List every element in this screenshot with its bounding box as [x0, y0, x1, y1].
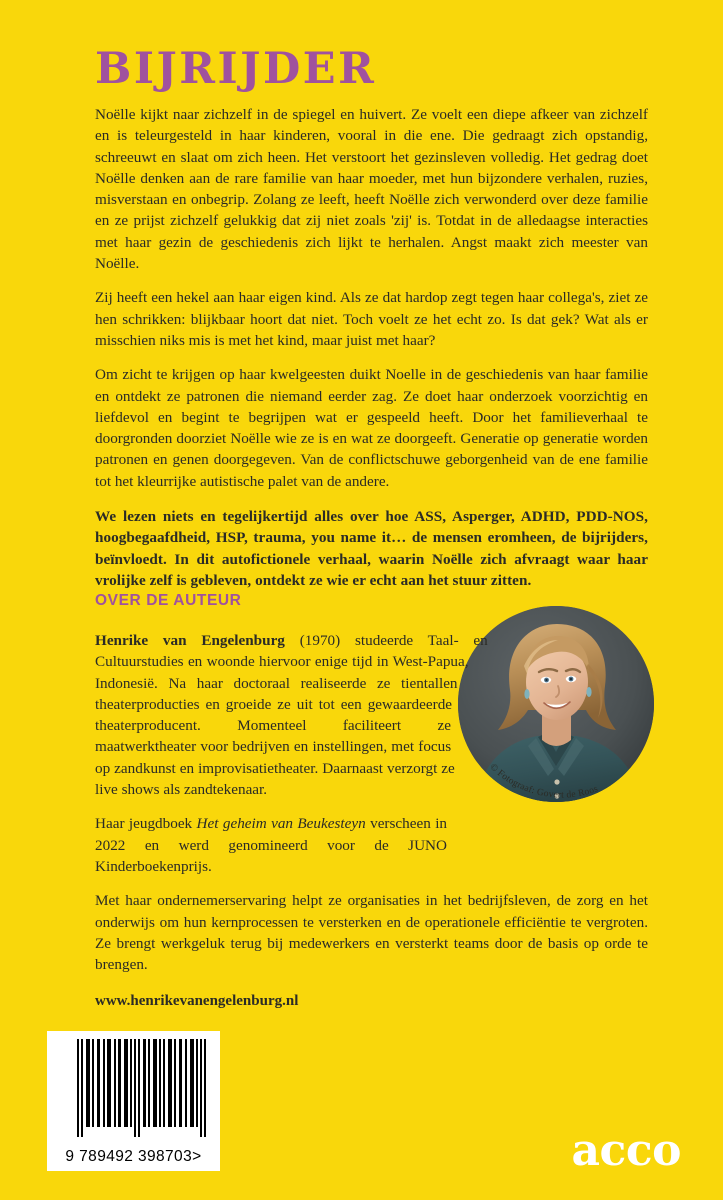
author-name: Henrike van Engelenburg — [95, 632, 285, 649]
author-bio-section — [95, 630, 648, 1026]
barcode-suffix: > — [192, 1148, 202, 1165]
isbn-barcode — [47, 1031, 220, 1171]
book-title-italic: Het geheim van Beukesteyn — [196, 815, 366, 833]
barcode-bars — [47, 1031, 220, 1143]
book-intro-text: Haar jeugdboek — [95, 815, 197, 833]
blurb-section — [95, 104, 648, 604]
blurb-paragraph-2: Zij heeft een hekel aan haar eigen kind. Als ze dat hardop zegt tegen haar collega's, ziet ze hen schrikken: blijkbaar hoort dat niet. Toch voelt ze het echt zo. Is dat gek? Wat als er misschien niks mis is met het kind, maar juist met haar? — [95, 289, 648, 349]
author-bio-rest: (1970) studeerde Taal- en Cultuurstudies en woonde hiervoor enige tijd in West-Papua, Indonesië. Na haar doctoraal realiseerde ze tientallen theaterproducties en groeide ze uit tot een gewaardeerde theaterproducent. Momenteel faciliteert ze maatwerktheater voor bedrijven en instellingen, met focus op zandkunst en improvisatietheater. Daarnaast verzorgt ze live shows als zandtekenaar. — [95, 632, 488, 799]
barcode-number-row — [47, 1148, 220, 1166]
photo-credit-label: © Fotograaf: Govert de Roos — [487, 761, 600, 801]
author-section-heading: OVER DE AUTEUR — [95, 592, 242, 609]
blurb-paragraph-3: Om zicht te krijgen op haar kwelgeesten duikt Noelle in de geschiedenis van haar familie en ontdekt ze patronen die niemand eerder zag. Ze doet haar onderzoek voorzichtig en liefdevol en begint te begrijpen wat er gespeeld heeft. Door het familieverhaal te doorgronden doorziet Noëlle wie ze is en wat ze doorgeeft. Generatie op generatie worden patronen en genen doorgegeven. Van de conflictschuwe geborgenheid van de ene familie tot het kleurrijke autistische palet van de andere. — [95, 366, 648, 490]
blurb-paragraph-1: Noëlle kijkt naar zichzelf in de spiegel en huivert. Ze voelt een diepe afkeer van zichzelf en is teleurgesteld in haar kinderen, vooral in die ene. Die gedraagt zich opstandig, schreeuwt en slaat om zich heen. Het verstoort het gezinsleven volledig. Het gedrag doet Noëlle denken aan de rare familie van haar moeder, met hun bijzondere verhalen, ruzies, misverstaan en onbegrip. Zolang ze leeft, heeft Noëlle zich verwonderd over deze familie en ze prijst zichzelf gelukkig dat zij niet zoals 'zij' is. Totdat in de alledaagse interacties met haar gezin de geschiedenis zich lijkt te herhalen. Angst maakt zich meester van Noëlle. — [95, 106, 648, 273]
page-title: BIJRIJDER — [95, 44, 377, 94]
publisher-logo: acco — [571, 1125, 681, 1176]
author-website-link[interactable]: www.henrikevanengelenburg.nl — [95, 993, 299, 1010]
barcode-digits: 9 789492 398703 — [65, 1148, 193, 1165]
blurb-highlight-paragraph: We lezen niets en tegelijkertijd alles over hoe ASS, Asperger, ADHD, PDD-NOS, hoogbegaafdheid, HSP, trauma, you name it… de mensen eromheen, de bijrijders, beïnvloedt. In dit autofictionele verhaal, waarin Noëlle zich afvraagt waar haar vrolijke zelf is gebleven, ontdekt ze wie er echt aan het stuur zitten. — [95, 508, 648, 589]
author-bio-paragraph-2 — [95, 813, 447, 877]
portrait-text-wrap-spacer — [438, 630, 648, 830]
book-rest-text: verscheen in 2022 en werd genomineerd voor de JUNO Kinderboekenprijs. — [95, 815, 448, 875]
author-bio-paragraph-3: Met haar ondernemerservaring helpt ze organisaties in het bedrijfsleven, de zorg en het onderwijs om hun kernprocessen te versterken en de operationele efficiëntie te vergroten. Ze brengt werkgeluk terug bij medewerkers en versterkt teams door de basis op orde te brengen. — [95, 892, 648, 974]
